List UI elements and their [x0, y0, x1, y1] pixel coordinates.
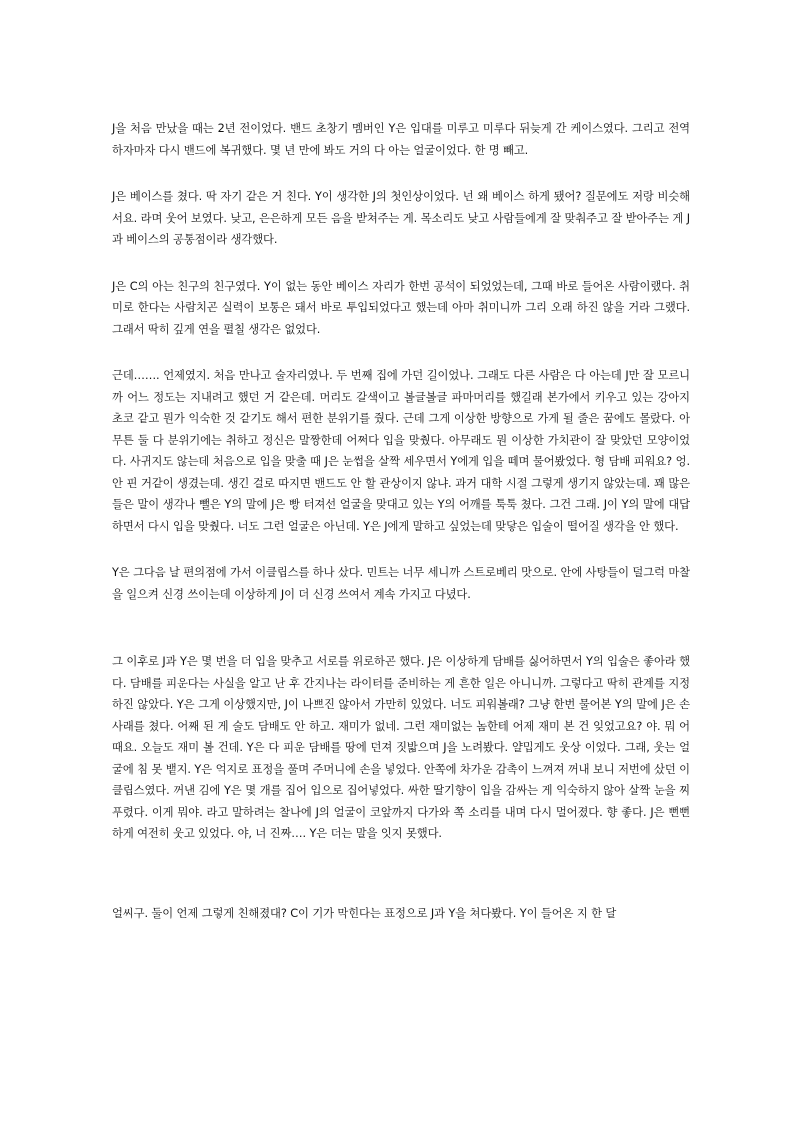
paragraph-5: Y은 그다음 날 편의점에 가서 이클립스를 하나 샀다. 민트는 너무 세니까 스트로베리 맛으로. 안에 사탕들이 덜그럭 마찰을 일으켜 신경 쓰이는데 이상하게 J이 더 신경 쓰여서 계속 가지고 다녔다.: [112, 566, 690, 601]
paragraph-4: 근데……. 언제였지. 처음 만나고 술자리였나. 두 번째 집에 가던 길이었나. 그래도 다른 사람은 다 아는데 J만 잘 모르니까 어느 정도는 지내려고 했던 거 같은데. 머리도 갈색이고 볼글볼글 파마머리를 했길래 본가에서 키우고 있는 강아지 초코 같고 뭔가 익숙한 것 같기도 해서 편한 분위기를 줬다. 근데 그게 이상한 방향으로 가게 될 줄은 꿈에도 몰랐다. 아무튼 둘 다 분위기에는 취하고 정신은 말짱한데 어쩌다 입을 맞췄다. 아무래도 뭔 이상한 가치관이 잘 맞았던 모양이었다. 사귀지도 않는데 처음으로 입을 맞출 때 J은 눈썹을 살짝 세우면서 Y에게 입을 떼며 물어봤었다. 형 담배 피워요? 엉. 안 핀 거같이 생겼는데. 생긴 걸로 따지면 밴드도 안 할 관상이지 않냐. 과거 대학 시절 그렇게 생기지 않았는데. 꽤 많은 들은 말이 생각나 뺄은 Y의 말에 J은 빵 터져선 얼굴을 맞대고 있는 Y의 어깨를 툭툭 쳤다. 그건 그래. J이 Y의 말에 대답하면서 다시 입을 맞췄다. 너도 그런 얼굴은 아닌데. Y은 J에게 말하고 싶었는데 맞닿은 입술이 떨어질 생각을 안 했다.: [112, 369, 690, 533]
paragraph-1: J을 처음 만났을 때는 2년 전이었다. 밴드 초창기 멤버인 Y은 입대를 미루고 미루다 뒤늦게 간 케이스였다. 그리고 전역하자마자 다시 밴드에 복귀했다. 몇 년 만에 봐도 거의 다 아는 얼굴이었다. 한 명 빼고.: [112, 122, 690, 157]
paragraph-6: 그 이후로 J과 Y은 몇 번을 더 입을 맞추고 서로를 위로하곤 했다. J은 이상하게 담배를 싫어하면서 Y의 입술은 좋아라 했다. 담배를 피운다는 사실을 알고 난 후 간지나는 라이터를 준비하는 게 흔한 일은 아니니까. 그렇다고 딱히 관계를 지정하진 않았다. Y은 그게 이상했지만, J이 나쁘진 않아서 가만히 있었다. 너도 피워볼래? 그냥 한번 물어본 Y의 말에 J은 손사래를 쳤다. 어째 된 게 술도 담배도 안 하고. 재미가 없네. 그런 재미없는 놈한테 어제 재미 본 건 잊었고요? 야. 뭐 어때요. 오늘도 재미 볼 건데. Y은 다 피운 담배를 땅에 던져 짓밟으며 J을 노려봤다. 얄밉게도 웃상 이었다. 그래, 웃는 얼굴에 침 못 뱉지. Y은 억지로 표정을 풀며 주머니에 손을 넣었다. 안쪽에 차가운 감촉이 느껴져 꺼내 보니 저번에 샀던 이클립스였다. 꺼낸 김에 Y은 몇 개를 집어 입으로 집어넣었다. 싸한 딸기향이 입을 감싸는 게 익숙하지 않아 살짝 눈을 찌푸렸다. 이게 뭐야. 라고 말하려는 찰나에 J의 얼굴이 코앞까지 다가와 쪽 소리를 내며 다시 멀어졌다. 향 좋다. J은 뻔뻔하게 여전히 웃고 있었다. 야, 너 진짜…. Y은 더는 말을 잇지 못했다.: [112, 655, 690, 840]
document-body: [112, 118, 690, 924]
paragraph-2: J은 베이스를 쳤다. 딱 자기 같은 거 친다. Y이 생각한 J의 첫인상이었다. 넌 왜 베이스 하게 됐어? 질문에도 저랑 비슷해서요. 라며 웃어 보였다. 낮고, 은은하게 모든 음을 받쳐주는 게. 목소리도 낮고 사람들에게 잘 맞춰주고 잘 받아주는 게 J과 베이스의 공통점이라 생각했다.: [112, 190, 690, 246]
paragraph-3: J은 C의 아는 친구의 친구였다. Y이 없는 동안 베이스 자리가 한번 공석이 되었었는데, 그때 바로 들어온 사람이랬다. 취미로 한다는 사람치곤 실력이 보통은 돼서 바로 투입되었다고 했는데 아마 취미니까 그리 오래 하진 않을 거라 그랬다. 그래서 딱히 깊게 연을 펼칠 생각은 없었다.: [112, 279, 690, 336]
paragraph-7: 얼씨구. 둘이 언제 그렇게 친해졌대? C이 기가 막힌다는 표정으로 J과 Y을 쳐다봤다. Y이 들어온 지 한 달: [112, 906, 617, 920]
